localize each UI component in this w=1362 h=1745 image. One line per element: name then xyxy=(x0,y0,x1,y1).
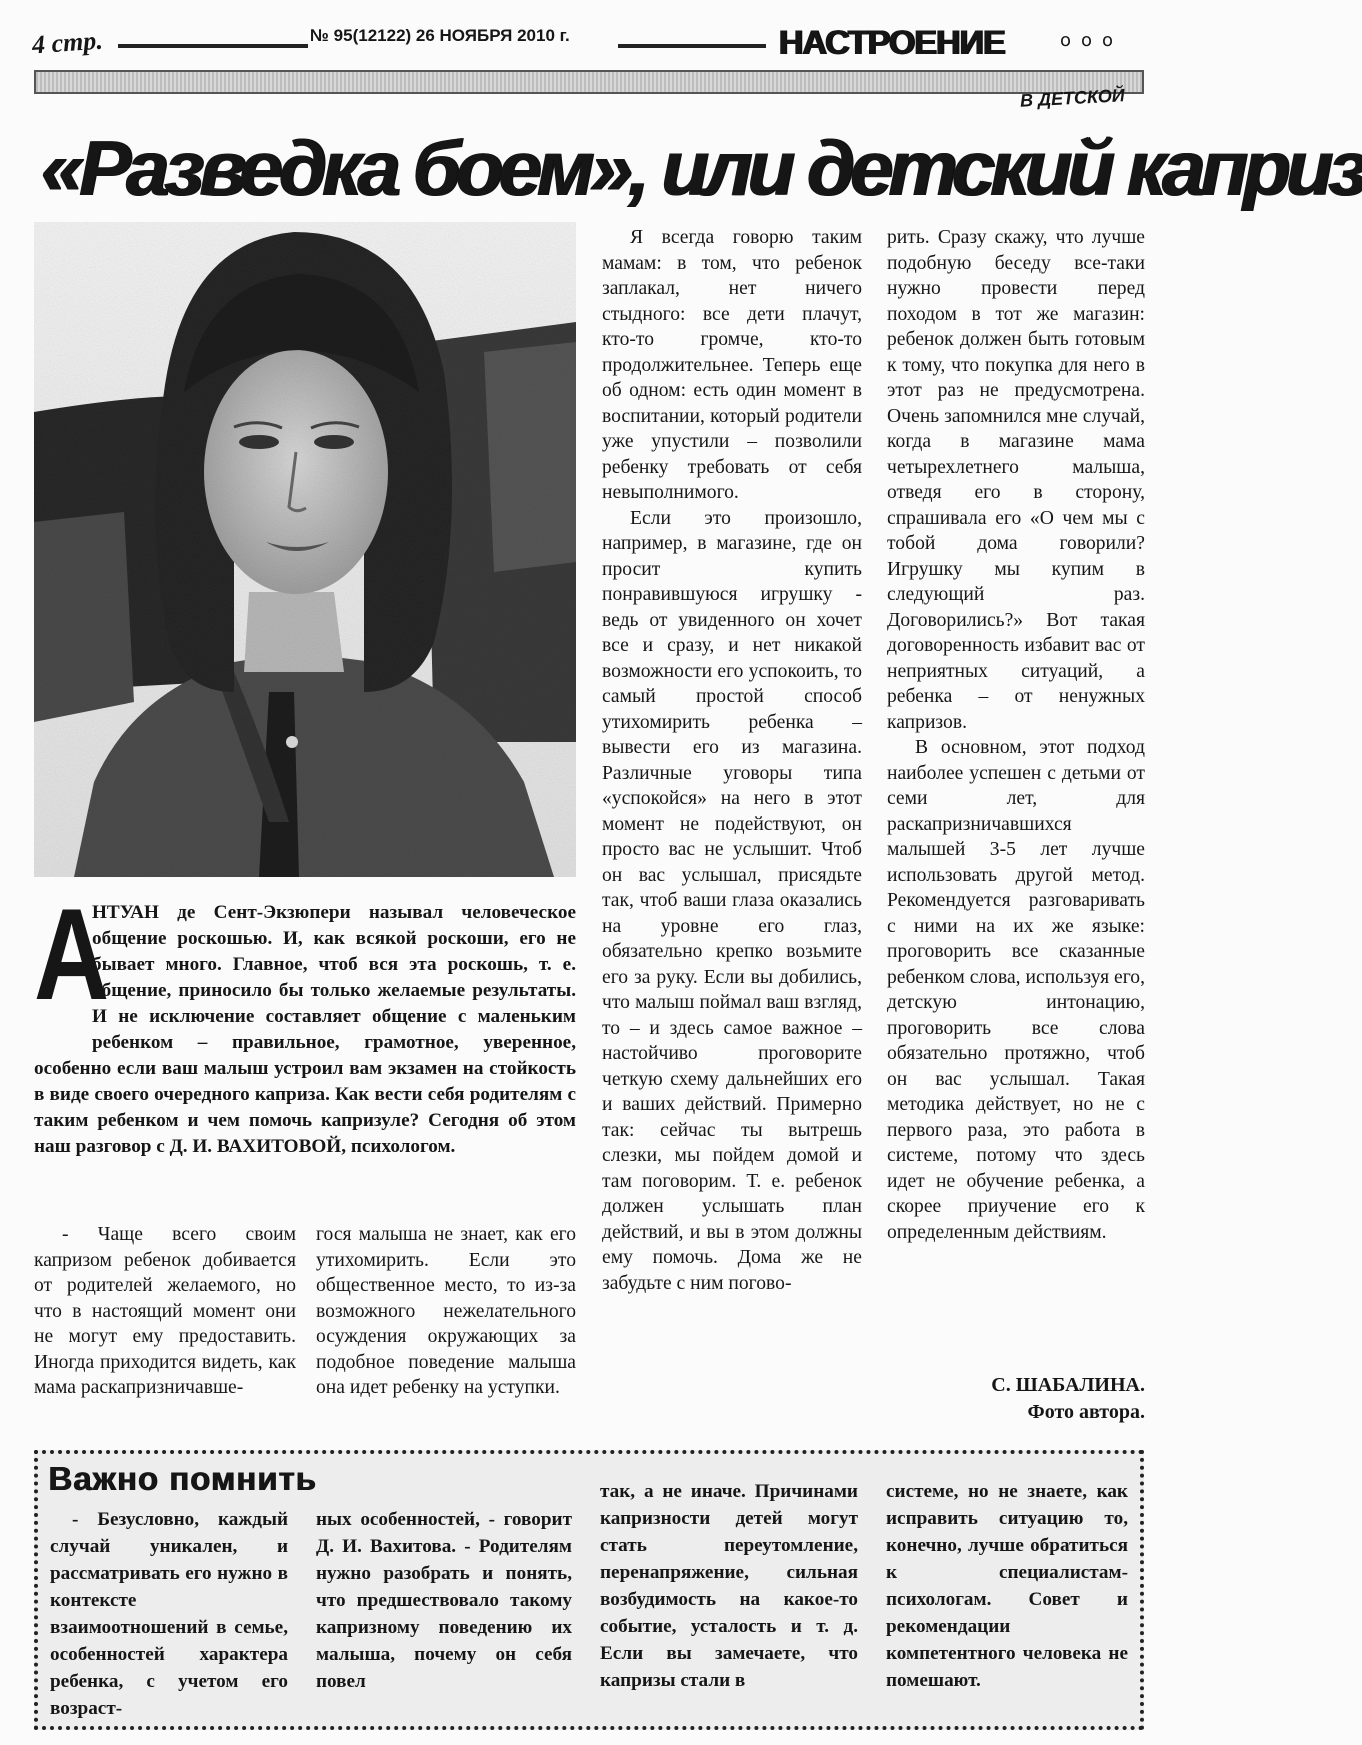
column-2-paragraph: гося малыша не знает, как его утихомирить. Если это общественное место, то из-за возможного нежелательного осуждения окружающих за подобное поведение малыша она идет ребенку на уступки. xyxy=(316,1224,576,1398)
page-number: 4 стр. xyxy=(31,25,104,60)
article-column-3 xyxy=(602,225,862,1296)
article-signature xyxy=(900,1372,1145,1426)
box-column-2: ных особенностей, - говорит Д. И. Вахитова. - Родителям нужно разобрать и понять, что предшествовало такому капризному поведению их малыша, почему он себя повел xyxy=(316,1509,572,1692)
column-4-paragraph-1: рить. Сразу скажу, что лучше подобную беседу все-таки нужно провести перед походом в тот же магазин: ребенок должен быть готовым к тому, что покупка для него в этот раз не предусмотрена. Очень запомнился мне случай, когда в магазине мама четырехлетнего малыша, отведя его в сторону, спрашивала его «О чем мы с тобой дома говорили? Игрушку мы купим в следующий раз. Договорились?» Вот такая договоренность избавит вас от неприятных ситуаций, а ребенка – от ненужных капризов. xyxy=(887,227,1145,733)
header-dots: ooo xyxy=(1060,30,1124,51)
box-column-4: системе, но не знаете, как исправить ситуацию то, конечно, лучше обратиться к специалистам-психологам. Совет и рекомендации компетентного человека не помешают. xyxy=(886,1481,1128,1691)
lead-text: НТУАН де Сент-Экзюпери называл человеческое общение роскошью. И, как всякой роскоши, его не бывает много. Главное, чтоб вся эта роскошь, т. е. общение, приносило бы только желаемые результаты. И не исключение составляет общение с маленьким ребенком – правильное, грамотное, уверенное, особенно если ваш малыш устроил вам экзамен на стойкость в виде своего очередного каприза. Как вести себя родителям с таким ребенком и чем помочь капризуле? Сегодня об этом наш разговор с Д. И. ВАХИТОВОЙ, психологом. xyxy=(34,902,576,1157)
article-column-2 xyxy=(316,1222,576,1401)
section-title: НАСТРОЕНИЕ xyxy=(778,24,1004,62)
issue-line: № 95(12122) 26 НОЯБРЯ 2010 г. xyxy=(310,26,570,45)
important-box-title: Важно помнить xyxy=(48,1460,317,1497)
rubric-label: В ДЕТСКОЙ xyxy=(1019,85,1126,111)
article-column-4 xyxy=(887,225,1145,1245)
author-photo xyxy=(34,222,576,877)
column-4-paragraph-2: В основном, этот подход наиболее успешен с детьми от семи лет, для раскапризничавшихся малышей 3-5 лет лучше использовать другой метод. Рекомендуется разговаривать с ними на их же языке: проговорить все сказанные ребенком слова, используя его, детскую интонацию, проговорить все слова обязательно протяжно, чтоб он вас услышал. Такая методика действует, но не с первого раза, это работа в системе, потому что здесь идет не обучение ребенка, а скорее приучение его к определенным действиям. xyxy=(887,737,1145,1243)
header-rule-left xyxy=(118,44,308,48)
drop-cap: А xyxy=(34,881,110,1027)
author-name: С. ШАБАЛИНА. xyxy=(991,1374,1145,1396)
header-rule-right xyxy=(618,44,766,48)
article-lead xyxy=(34,881,576,1160)
article-headline: «Разведка боем», или детский каприз xyxy=(40,124,1362,212)
column-3-paragraph-1: Я всегда говорю таким мамам: в том, что ребенок заплакал, нет ничего стыдного: все дети плачут, кто-то громче, кто-то продолжительнее. Теперь еще об одном: есть один момент в воспитании, который родители уже упустили – позволили ребенку требовать от себя невыполнимого. xyxy=(602,227,862,503)
article-column-1 xyxy=(34,1222,296,1401)
column-3-paragraph-2: Если это произошло, например, в магазине, где он просит купить понравившуюся игрушку - ведь от увиденного он хочет все и сразу, и нет никакой возможности его успокоить, то самый простой способ утихомирить ребенка – вывести его из магазина. Различные уговоры типа «успокойся» на него в этот момент не подействуют, он просто вас не услышит. Чтоб он вас услышал, присядьте так, чтоб ваши глаза оказались на уровне его глаз, обязательно крепко возьмите его за руку. Если вы добились, что малыш поймал ваш взгляд, то – и здесь самое важное – настойчиво проговорите четкую схему дальнейших его и ваших действий. Примерно так: сейчас ты вытрешь слезки, мы пойдем домой и там поговорим. Т. е. ребенок должен услышать план действий, и вы в этом должны ему помочь. Дома же не забудьте с ним погово- xyxy=(602,507,862,1294)
box-column-1: - Безусловно, каждый случай уникален, и рассматривать его нужно в контексте взаимоотношений в семье, особенностей характера ребенка, с учетом его возраст- xyxy=(50,1509,288,1719)
box-column-3: так, а не иначе. Причинами капризности детей могут стать переутомление, перенапряжение, сильная возбудимость на какое-то событие, усталость и т. д. Если вы замечаете, что капризы стали в xyxy=(600,1481,858,1691)
column-1-paragraph: - Чаще всего своим капризом ребенок добивается от родителей желаемого, но что в настоящий момент они не могут ему предоставить. Иногда приходится видеть, как мама раскапризничавше- xyxy=(34,1224,296,1398)
photo-credit: Фото автора. xyxy=(1027,1401,1145,1423)
header-bar xyxy=(34,70,1144,94)
